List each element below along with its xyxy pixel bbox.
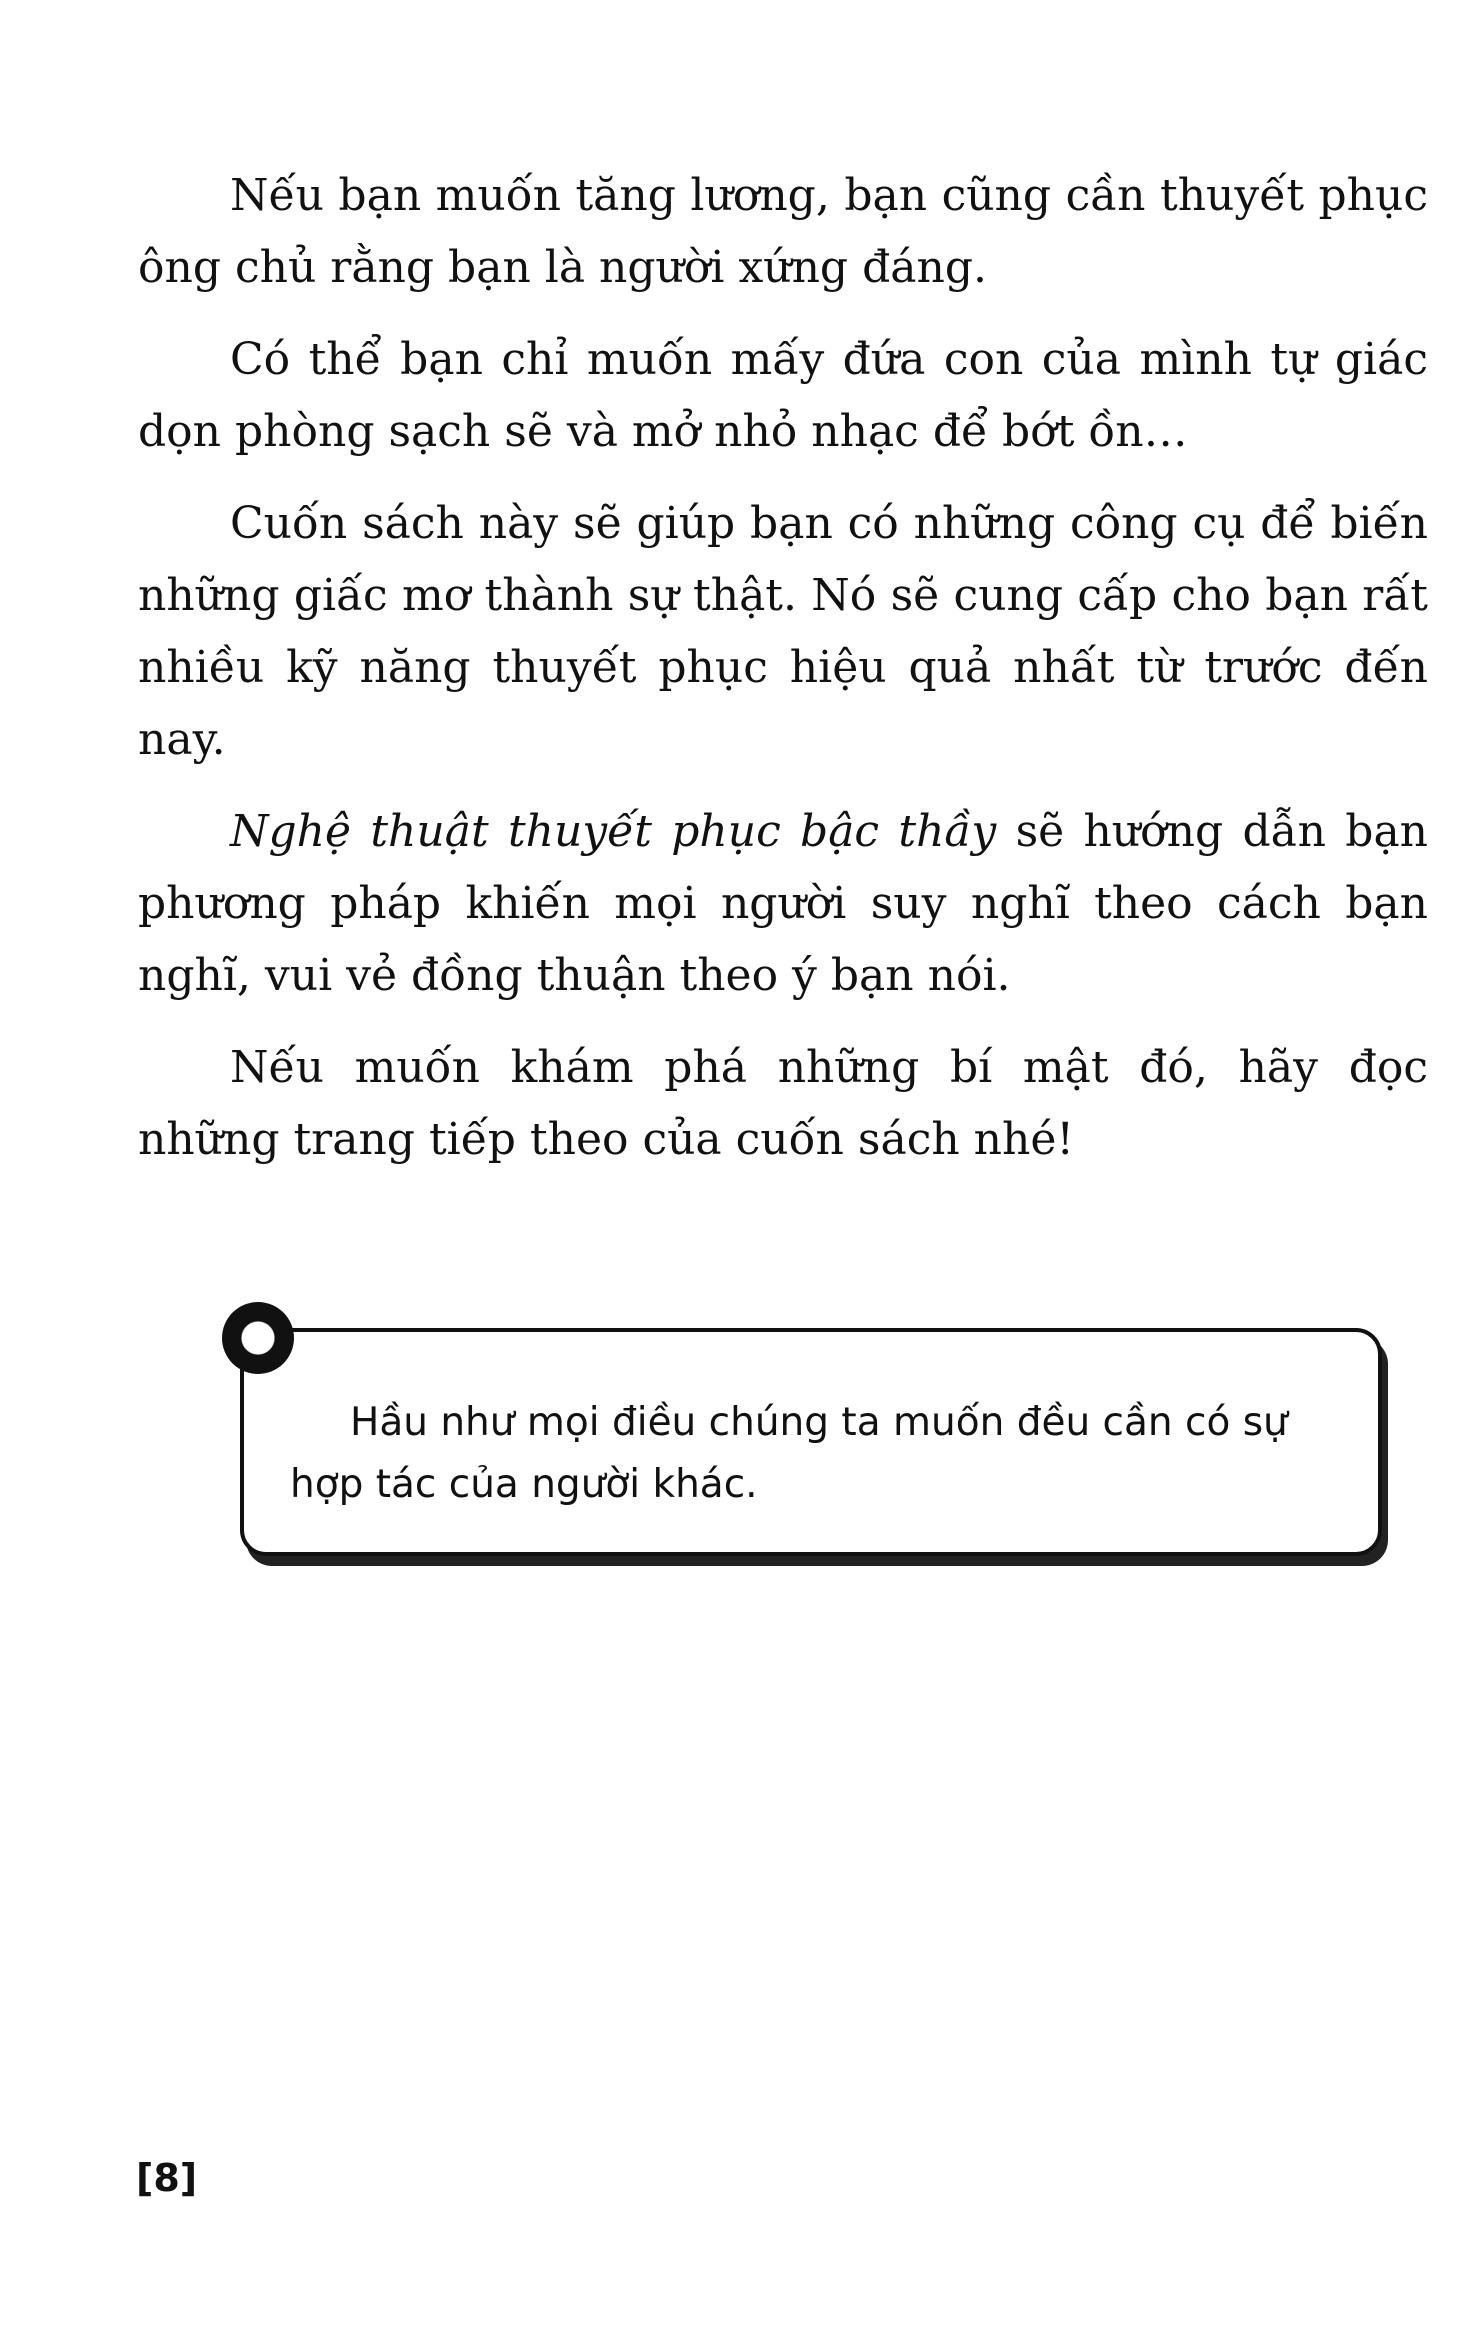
body-text [138,160,1428,1196]
paragraph-3: Cuốn sách này sẽ giúp bạn có những công cụ để biến những giấc mơ thành sự thật. Nó sẽ cung cấp cho bạn rất nhiều kỹ năng thuyết phục hiệu quả nhất từ trước đến nay. [138,498,1428,765]
note-text: Hầu như mọi điều chúng ta muốn đều cần có sự hợp tác của người khác. [290,1400,1288,1507]
paragraph-4 [138,796,1428,1012]
paragraph-2: Có thể bạn chỉ muốn mấy đứa con của mình tự giác dọn phòng sạch sẽ và mở nhỏ nhạc để bớt ồn… [138,334,1428,457]
paragraph-1: Nếu bạn muốn tăng lương, bạn cũng cần thuyết phục ông chủ rằng bạn là người xứng đáng. [138,170,1428,293]
book-title-italic: Nghệ thuật thuyết phục bậc thầy [230,806,997,857]
page-number: [8] [136,2156,198,2200]
paragraph-4-rest: sẽ hướng dẫn bạn phương pháp khiến mọi người suy nghĩ theo cách bạn nghĩ, vui vẻ đồng thuận theo ý bạn nói. [138,806,1429,1001]
paragraph-5: Nếu muốn khám phá những bí mật đó, hãy đọc những trang tiếp theo của cuốn sách nhé! [138,1042,1428,1165]
ring-icon [222,1302,294,1374]
